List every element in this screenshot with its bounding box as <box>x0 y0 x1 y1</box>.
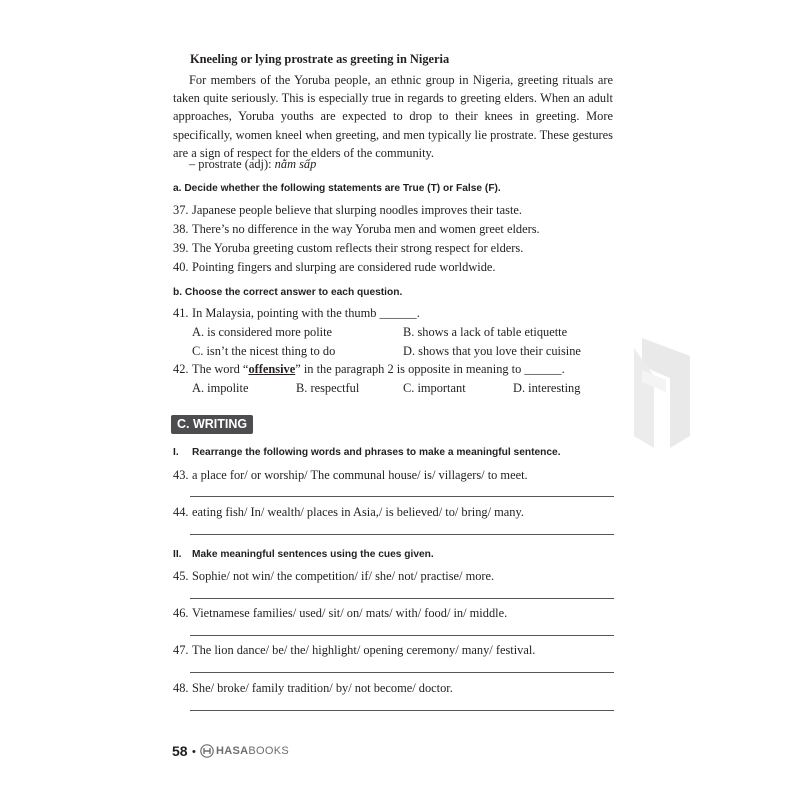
question-number: 46. <box>173 606 189 620</box>
question-47 <box>173 643 535 658</box>
question-text: In Malaysia, pointing with the thumb ______. <box>192 306 420 320</box>
question-number: 44. <box>173 505 189 519</box>
question-text: The Yoruba greeting custom reflects their strong respect for elders. <box>192 241 524 255</box>
question-number: 40. <box>173 260 189 274</box>
question-38 <box>173 222 540 237</box>
reading-paragraph-text: For members of the Yoruba people, an ethnic group in Nigeria, greeting rituals are taken quite seriously. This is especially true in regards to greeting elders. When an adult approaches, Yoruba youths are expected to drop to their knees in greeting. More specifically, women kneel when greeting, and men typically lie prostrate. These gestures are a sign of respect for the elders of the community. <box>173 73 613 160</box>
question-number: 42. <box>173 362 189 376</box>
question-43 <box>173 468 528 483</box>
question-46 <box>173 606 507 621</box>
question-text: a place for/ or worship/ The communal house/ is/ villagers/ to meet. <box>192 468 528 482</box>
question-39 <box>173 241 523 256</box>
question-48 <box>173 681 453 696</box>
question-41 <box>173 306 420 321</box>
underlined-keyword: offensive <box>248 362 296 376</box>
question-number: 41. <box>173 306 189 320</box>
question-number: 48. <box>173 681 189 695</box>
answer-line-47[interactable] <box>190 672 614 673</box>
question-text: Sophie/ not win/ the competition/ if/ she/ not/ practise/ more. <box>192 569 495 583</box>
option-41b: B. shows a lack of table etiquette <box>403 325 568 339</box>
question-text: eating fish/ In/ wealth/ places in Asia,/ is believed/ to/ bring/ many. <box>192 505 524 519</box>
question-number: 39. <box>173 241 189 255</box>
section-a-instruction: a. Decide whether the following statements are True (T) or False (F). <box>173 183 501 194</box>
part-1-heading <box>173 447 561 458</box>
part-label: I. <box>173 447 179 458</box>
option-42a: A. impolite <box>192 381 249 395</box>
option-42c: C. important <box>403 381 466 395</box>
question-text: Vietnamese families/ used/ sit/ on/ mats/ with/ food/ in/ middle. <box>192 606 508 620</box>
question-text: She/ broke/ family tradition/ by/ not become/ doctor. <box>192 681 453 695</box>
answer-line-44[interactable] <box>190 534 614 535</box>
option-42d: D. interesting <box>513 381 581 395</box>
answer-line-48[interactable] <box>190 710 614 711</box>
hasabooks-logo-icon <box>200 744 214 758</box>
gloss-meaning: nằm sấp <box>274 157 317 171</box>
brand-bold: HASA <box>216 745 249 757</box>
question-text: Pointing fingers and slurping are considered rude worldwide. <box>192 260 496 274</box>
question-number: 38. <box>173 222 189 236</box>
question-40 <box>173 260 496 275</box>
question-text: The lion dance/ be/ the/ highlight/ opening ceremony/ many/ festival. <box>192 643 536 657</box>
answer-line-45[interactable] <box>190 598 614 599</box>
question-text-start: The word “ <box>192 362 249 376</box>
part-instruction: Rearrange the following words and phrases to make a meaningful sentence. <box>192 447 561 458</box>
question-text: There’s no difference in the way Yoruba men and women greet elders. <box>192 222 540 236</box>
question-44 <box>173 505 524 520</box>
part-2-heading <box>173 549 434 560</box>
page-number: 58 <box>172 743 188 759</box>
question-text-end: ” in the paragraph 2 is opposite in meaning to ______. <box>295 362 565 376</box>
question-number: 43. <box>173 468 189 482</box>
question-number: 47. <box>173 643 189 657</box>
question-42 <box>173 362 565 377</box>
question-text: Japanese people believe that slurping noodles improves their taste. <box>192 203 522 217</box>
reading-paragraph <box>173 71 613 162</box>
gloss-term: – prostrate (adj): <box>189 157 275 171</box>
part-instruction: Make meaningful sentences using the cues given. <box>192 549 434 560</box>
answer-line-46[interactable] <box>190 635 614 636</box>
publisher-brand <box>216 745 289 757</box>
vocabulary-gloss <box>189 157 316 172</box>
question-45 <box>173 569 494 584</box>
publisher-watermark-icon <box>612 318 702 458</box>
option-41c: C. isn’t the nicest thing to do <box>192 344 336 358</box>
footer-separator: • <box>192 746 196 758</box>
option-42b: B. respectful <box>296 381 360 395</box>
question-number: 45. <box>173 569 189 583</box>
option-41d: D. shows that you love their cuisine <box>403 344 581 358</box>
part-label: II. <box>173 549 182 560</box>
answer-line-43[interactable] <box>190 496 614 497</box>
question-37 <box>173 203 522 218</box>
writing-section-badge: C. WRITING <box>171 415 253 434</box>
question-number: 37. <box>173 203 189 217</box>
brand-rest: BOOKS <box>248 745 289 757</box>
option-41a: A. is considered more polite <box>192 325 333 339</box>
reading-title: Kneeling or lying prostrate as greeting in Nigeria <box>190 52 450 66</box>
section-b-instruction: b. Choose the correct answer to each question. <box>173 287 403 298</box>
